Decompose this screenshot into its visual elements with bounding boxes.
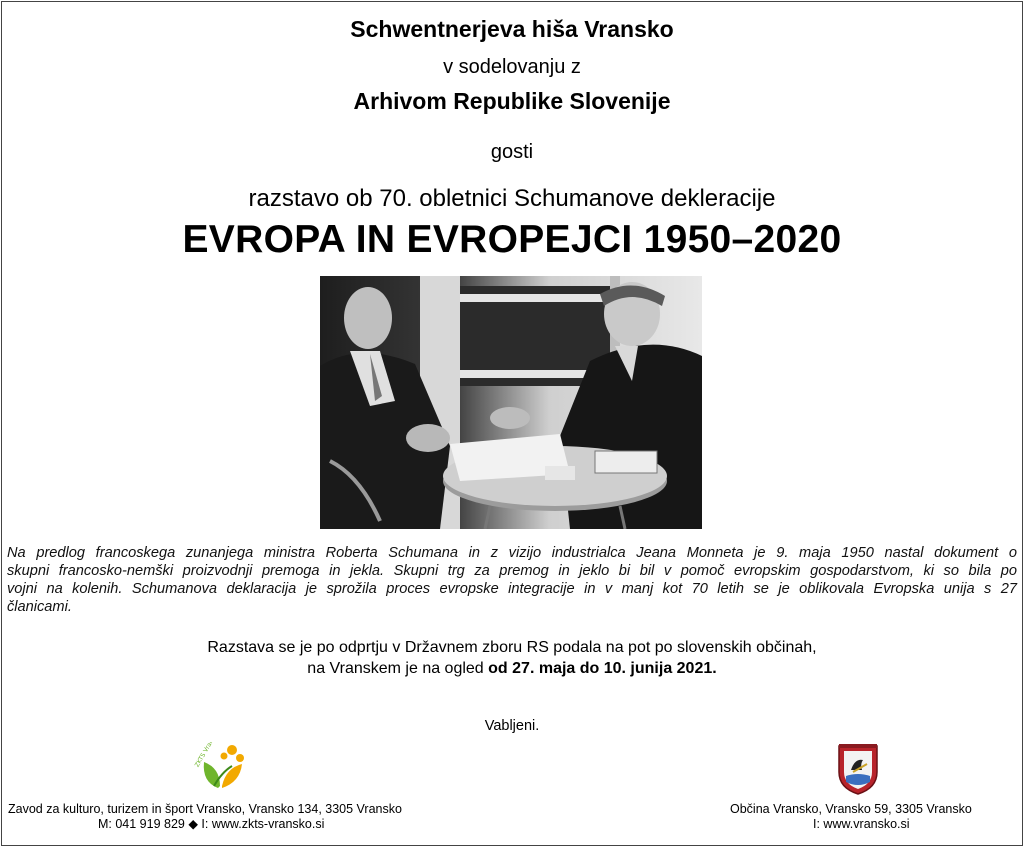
description-line: vojni na kolenih. Schumanova deklaracija je sprožila proces evropske integracije in v manj kot 70 letih se je oblikovala Evropska unija s 27: [7, 581, 1017, 597]
exhibition-title: EVROPA IN EVROPEJCI 1950–2020: [182, 218, 842, 261]
footer-right-address: Občina Vransko, Vransko 59, 3305 Vransko: [730, 802, 972, 816]
footer-left-contact[interactable]: M: 041 919 829 ◆ I: www.zkts-vransko.si: [98, 817, 325, 831]
historic-photo: [320, 276, 702, 529]
footer-left-address: Zavod za kulturo, turizem in šport Vransko, Vransko 134, 3305 Vransko: [8, 802, 402, 816]
tour-dates-line: [0, 660, 1024, 678]
tour-info-line: Razstava se je po odprtju v Državnem zboru RS podala na pot po slovenskih občinah,: [207, 639, 817, 656]
zkts-logo-text: ZKTS Vransko: [193, 742, 221, 769]
invitation-text: Vabljeni.: [484, 718, 540, 734]
archive-heading: Arhivom Republike Slovenije: [353, 88, 671, 114]
description-line: Na predlog francoskega zunanjega ministra Roberta Schumana in z vizijo industrialca Jeana Monneta je 9. maja 1950 nastal dokument o: [7, 545, 1017, 561]
exhibition-subtitle: razstavo ob 70. obletnici Schumanove dekleracije: [248, 185, 776, 212]
organizer-heading: Schwentnerjeva hiša Vransko: [350, 16, 674, 42]
tour-dates-prefix: na Vranskem je na ogled: [307, 660, 489, 677]
tour-dates: od 27. maja do 10. junija 2021.: [488, 660, 717, 677]
description-line: skupni francosko-nemški proizvodnji premoga in jekla. Skupni trg za premog in jeklo bi bil v pomoč evropskim gospodarstvom, ki so bila po: [7, 563, 1017, 579]
footer-right-website[interactable]: I: www.vransko.si: [813, 817, 910, 831]
municipality-coat-of-arms: [833, 742, 883, 796]
exhibition-description: [7, 544, 1017, 616]
description-line: članicami.: [7, 599, 72, 615]
hosts-line: gosti: [490, 141, 534, 163]
zkts-logo: [192, 742, 250, 794]
cooperation-line: v sodelovanju z: [443, 56, 581, 78]
